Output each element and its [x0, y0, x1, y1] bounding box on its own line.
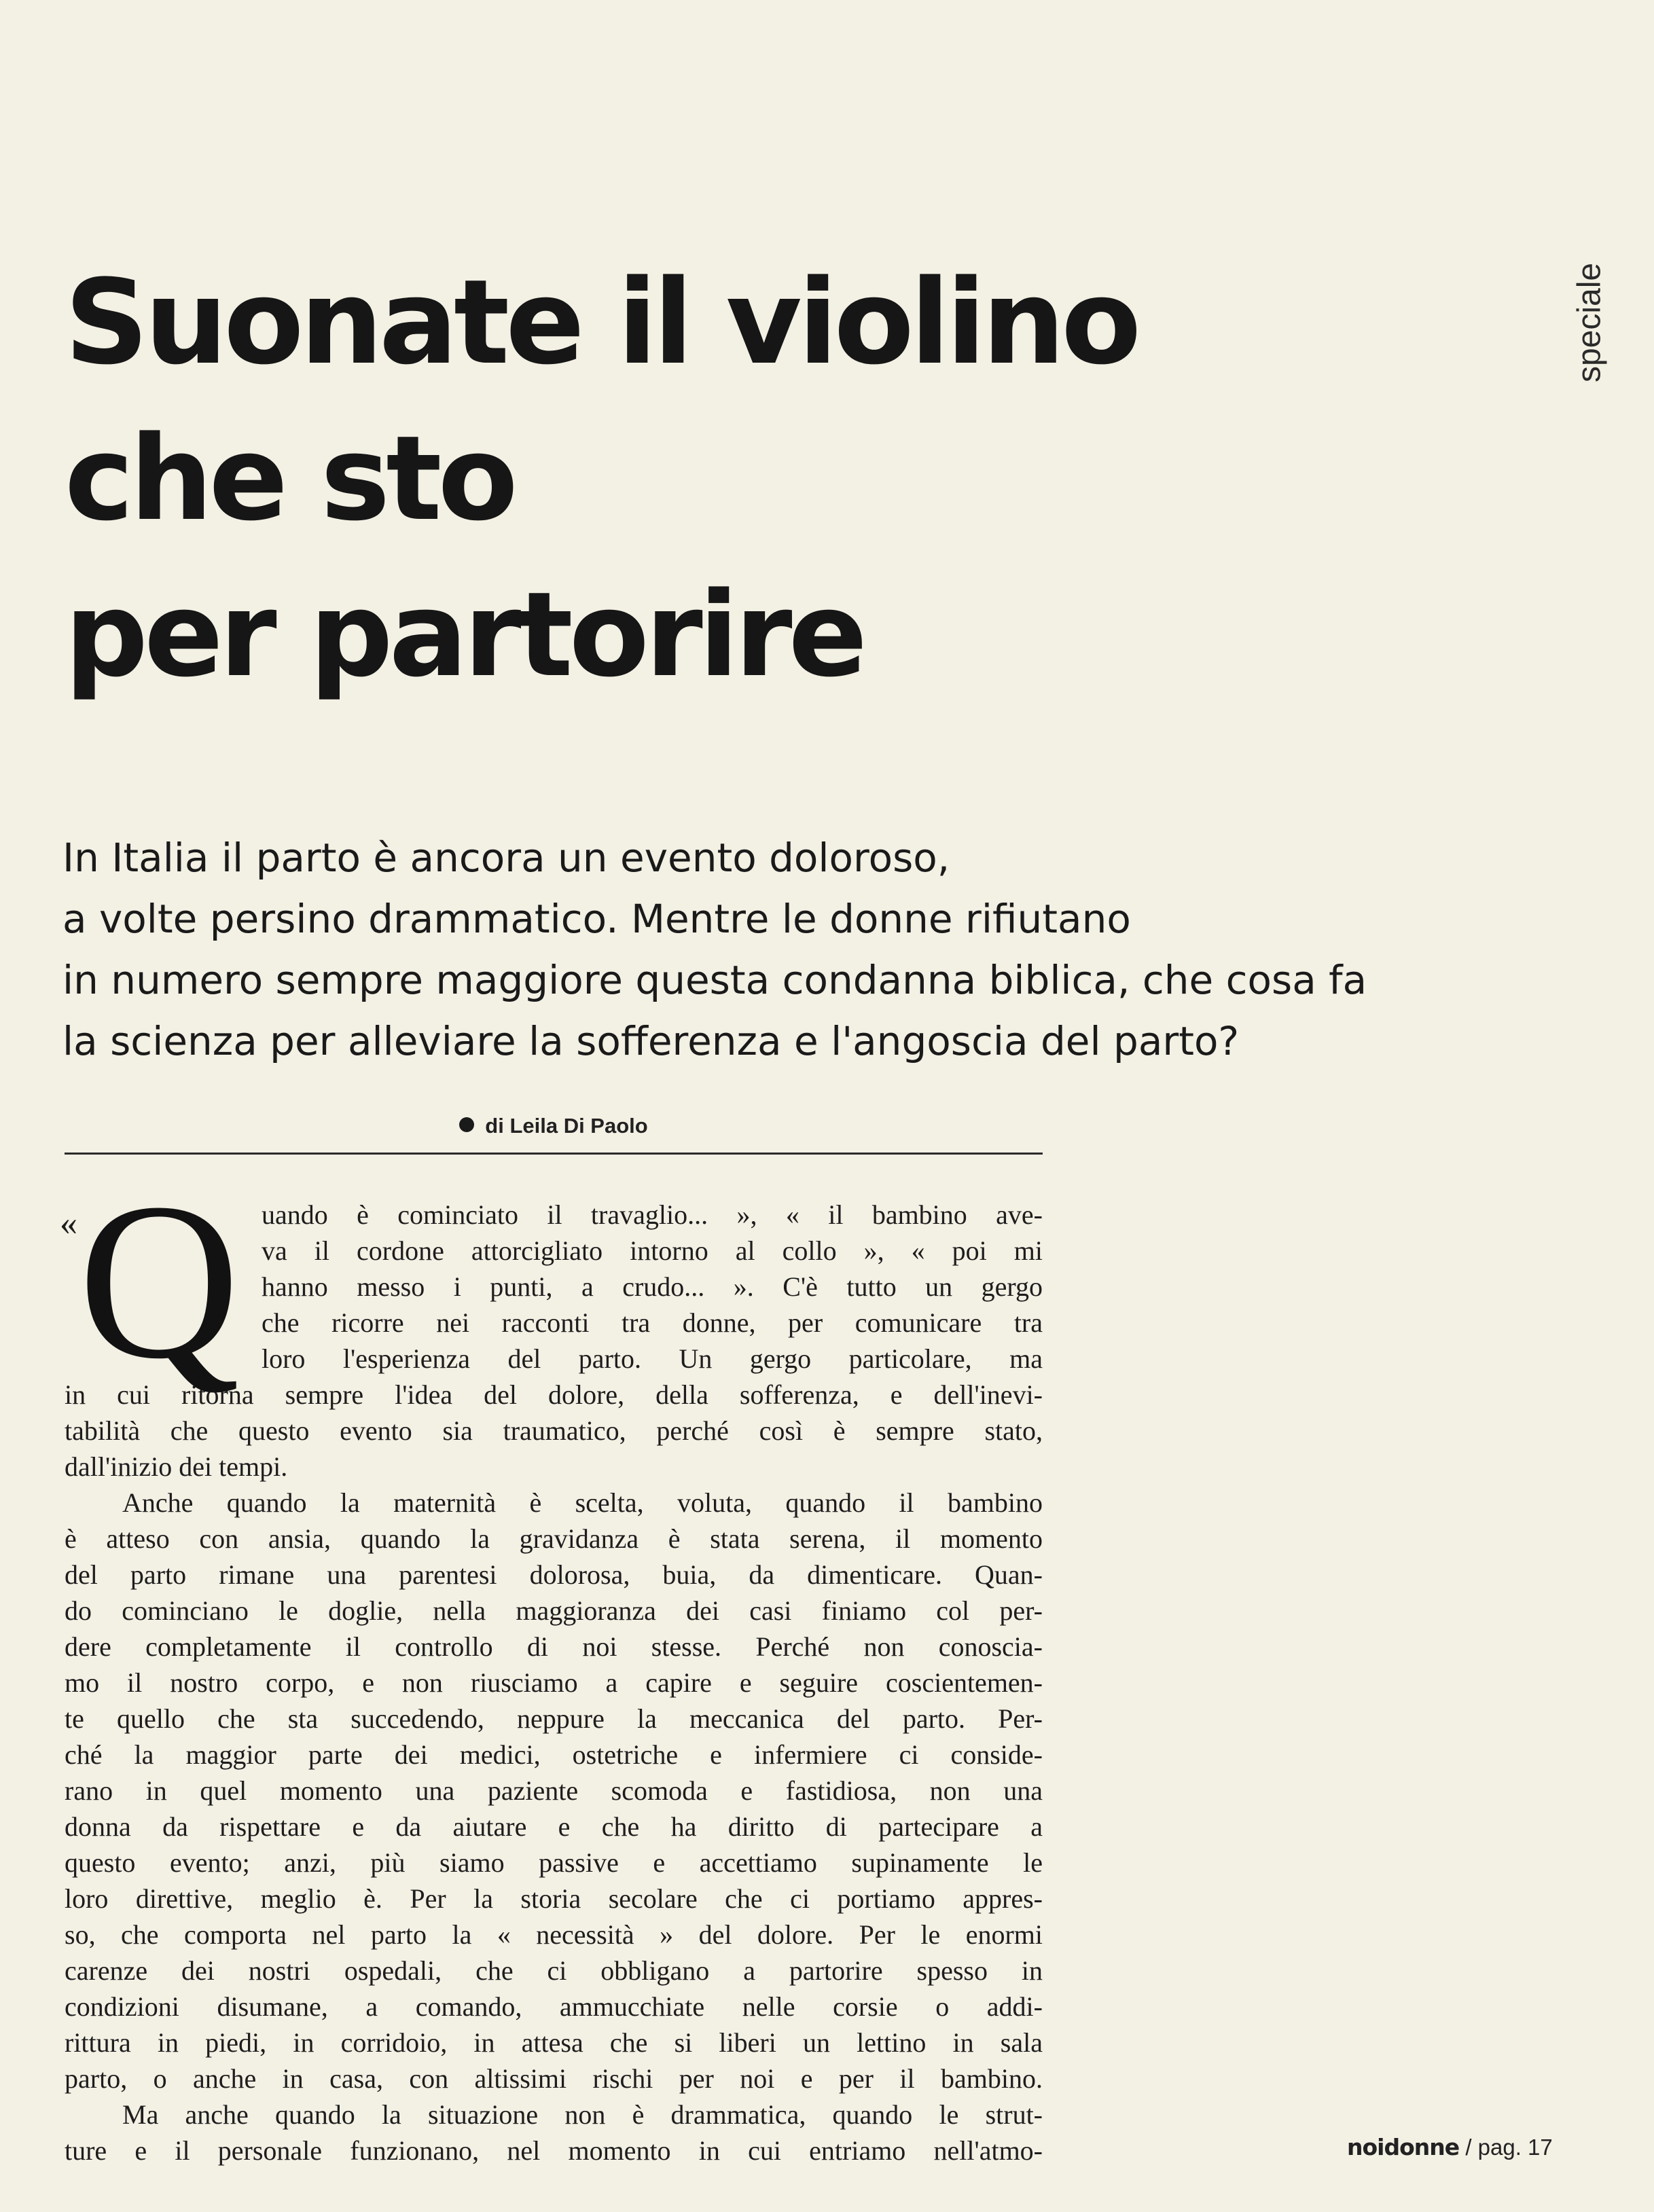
- standfirst-line: a volte persino drammatico. Mentre le donne rifiutano: [62, 896, 1131, 942]
- article-line: questo evento; anzi, più siamo passive e accettiamo supinamente le: [65, 1847, 1043, 1878]
- bullet-icon: [459, 1117, 474, 1132]
- headline-line: per partorire: [65, 566, 864, 703]
- page-number: / pag. 17: [1465, 2135, 1553, 2160]
- standfirst-line: In Italia il parto è ancora un evento doloroso,: [62, 835, 950, 881]
- article-line: dall'inizio dei tempi.: [65, 1451, 288, 1482]
- article-line: rittura in piedi, in corridoio, in attesa che si liberi un lettino in sala: [65, 2027, 1043, 2058]
- byline-rule: [65, 1153, 1043, 1155]
- article-line: che ricorre nei racconti tra donne, per comunicare tra: [262, 1307, 1043, 1338]
- drop-cap: Q: [78, 1157, 240, 1405]
- section-label: [1549, 248, 1630, 397]
- article-line: carenze dei nostri ospedali, che ci obbligano a partorire spesso in: [65, 1955, 1043, 1986]
- section-label-text: speciale: [1571, 262, 1608, 383]
- article-line: loro direttive, meglio è. Per la storia secolare che ci portiamo appres-: [65, 1883, 1043, 1914]
- article-body: [60, 1157, 1043, 2169]
- standfirst: [62, 827, 1523, 1072]
- article-line: Anche quando la maternità è scelta, voluta, quando il bambino: [122, 1487, 1043, 1518]
- article-line: hanno messo i punti, a crudo... ». C'è tutto un gergo: [262, 1271, 1043, 1302]
- article-line: dere completamente il controllo di noi stesse. Perché non conoscia-: [65, 1631, 1043, 1662]
- article-line: uando è cominciato il travaglio... », « il bambino ave-: [262, 1199, 1043, 1230]
- article-line: loro l'esperienza del parto. Un gergo particolare, ma: [262, 1343, 1043, 1374]
- article-line: donna da rispettare e da aiutare e che ha diritto di partecipare a: [65, 1811, 1043, 1842]
- article-line: è atteso con ansia, quando la gravidanza è stata serena, il momento: [65, 1523, 1043, 1554]
- article-line: so, che comporta nel parto la « necessità » del dolore. Per le enormi: [65, 1919, 1043, 1950]
- opening-quote-mark: «: [60, 1204, 77, 1243]
- article-line: del parto rimane una parentesi dolorosa, buia, da dimenticare. Quan-: [65, 1559, 1043, 1590]
- article-line: do cominciano le doglie, nella maggioranza dei casi finiamo col per-: [65, 1595, 1043, 1626]
- standfirst-line: in numero sempre maggiore questa condanna biblica, che cosa fa: [62, 957, 1367, 1003]
- standfirst-line: la scienza per alleviare la sofferenza e l'angoscia del parto?: [62, 1018, 1240, 1064]
- article-line: rano in quel momento una paziente scomoda e fastidiosa, non una: [65, 1775, 1043, 1806]
- article-line: ché la maggior parte dei medici, ostetriche e infermiere ci conside-: [65, 1739, 1043, 1770]
- article-line: condizioni disumane, a comando, ammucchiate nelle corsie o addi-: [65, 1991, 1043, 2022]
- article-line: tabilità che questo evento sia traumatico, perché così è sempre stato,: [65, 1415, 1043, 1446]
- article-line: parto, o anche in casa, con altissimi rischi per noi e per il bambino.: [65, 2063, 1043, 2094]
- article-line: mo il nostro corpo, e non riusciamo a capire e seguire coscientemen-: [65, 1667, 1043, 1698]
- headline-line: Suonate il violino: [65, 254, 1138, 391]
- headline: [65, 244, 1491, 713]
- article-line: va il cordone attorcigliato intorno al collo », « poi mi: [262, 1235, 1043, 1266]
- page-footer: [1347, 2134, 1553, 2160]
- headline-line: che sto: [65, 410, 514, 547]
- article-line: in cui ritorna sempre l'idea del dolore, della sofferenza, e dell'inevi-: [65, 1379, 1043, 1410]
- magazine-name: noidonne: [1347, 2134, 1460, 2160]
- article-line: ture e il personale funzionano, nel momento in cui entriamo nell'atmo-: [65, 2135, 1043, 2166]
- byline-text: di Leila Di Paolo: [485, 1114, 648, 1138]
- article-line: te quello che sta succedendo, neppure la meccanica del parto. Per-: [65, 1703, 1043, 1734]
- article-line: Ma anche quando la situazione non è drammatica, quando le strut-: [122, 2099, 1043, 2130]
- byline: [65, 1114, 1043, 1138]
